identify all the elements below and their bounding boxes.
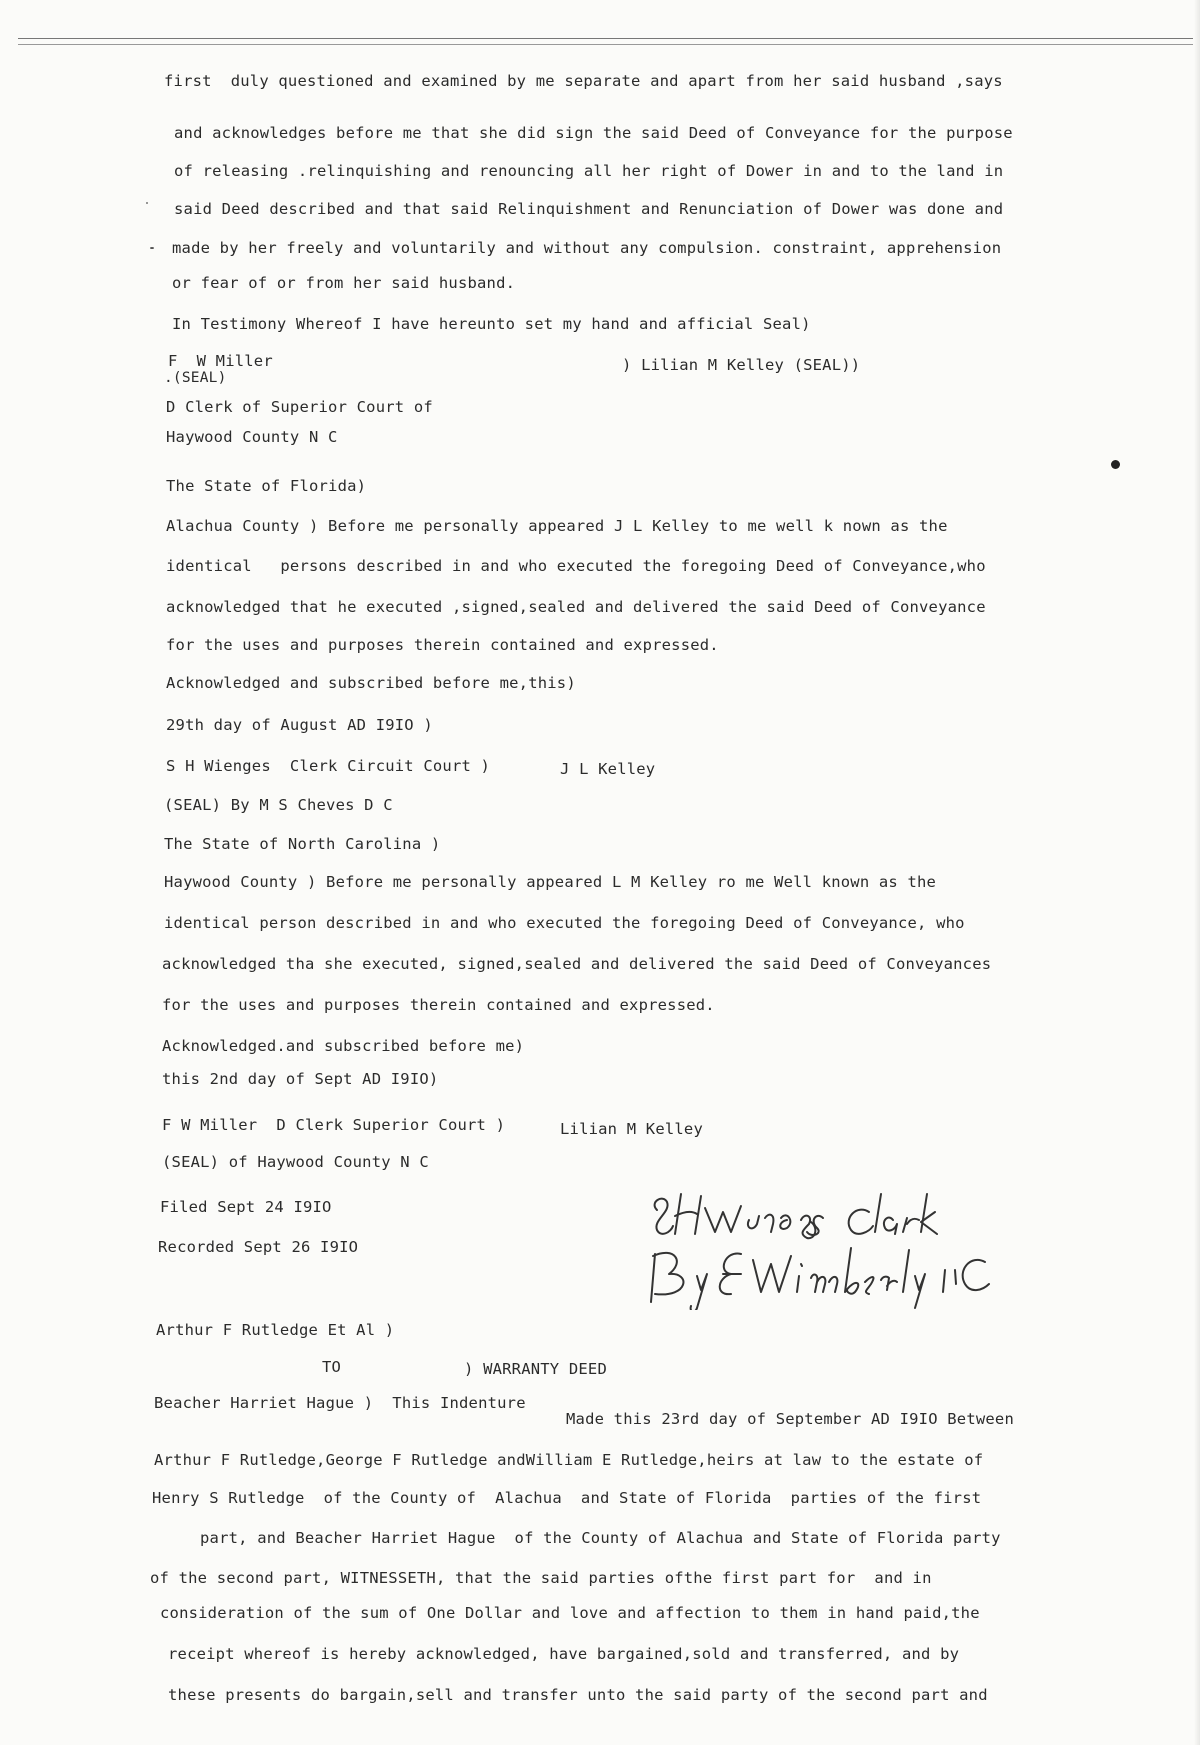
text-line: S H Wienges Clerk Circuit Court )	[166, 757, 491, 775]
signer-name: Lilian M Kelley	[560, 1120, 703, 1138]
text-line: acknowledged that he executed ,signed,sealed and delivered the said Deed of Conveyance	[166, 598, 986, 616]
text-line: Acknowledged.and subscribed before me)	[162, 1037, 525, 1055]
to-label: TO	[322, 1358, 342, 1376]
text-line: made by her freely and voluntarily and without any compulsion. constraint, apprehension	[172, 239, 1002, 257]
text-line: or fear of or from her said husband.	[172, 274, 516, 292]
text-line: these presents do bargain,sell and transfer unto the said party of the second part and	[168, 1686, 988, 1704]
text-line: Alachua County ) Before me personally appeared J L Kelley to me well k nown as the	[166, 517, 948, 535]
ink-speck	[1111, 460, 1120, 469]
signer-name: J L Kelley	[560, 760, 656, 778]
page-edge-shadow	[1194, 0, 1200, 1745]
text-line: Acknowledged and subscribed before me,this)	[166, 674, 576, 692]
text-line: F W Miller D Clerk Superior Court )	[162, 1116, 506, 1134]
signer-name: ) Lilian M Kelley (SEAL))	[622, 356, 861, 374]
text-line: receipt whereof is hereby acknowledged, have bargained,sold and transferred, and by	[168, 1645, 960, 1663]
text-line: said Deed described and that said Relinquishment and Renunciation of Dower was done and	[174, 200, 1004, 218]
deed-type: ) WARRANTY DEED	[464, 1360, 607, 1378]
text-line: The State of Florida)	[166, 477, 367, 495]
text-line: of releasing .relinquishing and renouncing all her right of Dower in and to the land in	[174, 162, 1004, 180]
text-line: consideration of the sum of One Dollar and love and affection to them in hand paid,the	[160, 1604, 980, 1622]
top-rule-secondary	[18, 44, 1193, 45]
ink-speck	[150, 247, 154, 249]
text-line: Arthur F Rutledge,George F Rutledge andWilliam E Rutledge,heirs at law to the estate of	[154, 1451, 984, 1469]
text-line: first duly questioned and examined by me separate and apart from her said husband ,says	[164, 72, 1003, 90]
text-line: for the uses and purposes therein contained and expressed.	[162, 996, 715, 1014]
text-line: part, and Beacher Harriet Hague of the County of Alachua and State of Florida party	[200, 1529, 1001, 1547]
text-line: Haywood County N C	[166, 428, 338, 446]
seal-label: .(SEAL)	[164, 370, 227, 386]
text-line: acknowledged tha she executed, signed,sealed and delivered the said Deed of Conveyances	[162, 955, 992, 973]
filed-date: Filed Sept 24 I9IO	[160, 1198, 332, 1216]
text-line: D Clerk of Superior Court of	[166, 398, 433, 416]
text-line: this 2nd day of Sept AD I9IO)	[162, 1070, 439, 1088]
text-line: identical persons described in and who executed the foregoing Deed of Conveyance,who	[166, 557, 986, 575]
text-line: identical person described in and who executed the foregoing Deed of Conveyance, who	[164, 914, 965, 932]
text-line: for the uses and purposes therein contained and expressed.	[166, 636, 719, 654]
text-line: Haywood County ) Before me personally appeared L M Kelley ro me Well known as the	[164, 873, 937, 891]
top-rule	[18, 38, 1193, 39]
text-line: In Testimony Whereof I have hereunto set my hand and afficial Seal)	[172, 315, 811, 333]
text-line: The State of North Carolina )	[164, 835, 441, 853]
text-line: and acknowledges before me that she did sign the said Deed of Conveyance for the purpose	[174, 124, 1013, 142]
ink-speck	[146, 202, 148, 204]
text-line: Made this 23rd day of September AD I9IO Between	[566, 1410, 1014, 1428]
signer-name: F W Miller	[168, 352, 273, 370]
text-line: of the second part, WITNESSETH, that the said parties ofthe first part for and in	[150, 1569, 932, 1587]
text-line: (SEAL) of Haywood County N C	[162, 1153, 429, 1171]
grantee-heading: Beacher Harriet Hague ) This Indenture	[154, 1394, 526, 1412]
clerk-signature	[645, 1190, 1025, 1310]
text-line: (SEAL) By M S Cheves D C	[164, 796, 393, 814]
text-line: 29th day of August AD I9IO )	[166, 716, 433, 734]
recorded-date: Recorded Sept 26 I9IO	[158, 1238, 359, 1256]
grantor-heading: Arthur F Rutledge Et Al )	[156, 1321, 395, 1339]
text-line: Henry S Rutledge of the County of Alachua and State of Florida parties of the first	[152, 1489, 982, 1507]
